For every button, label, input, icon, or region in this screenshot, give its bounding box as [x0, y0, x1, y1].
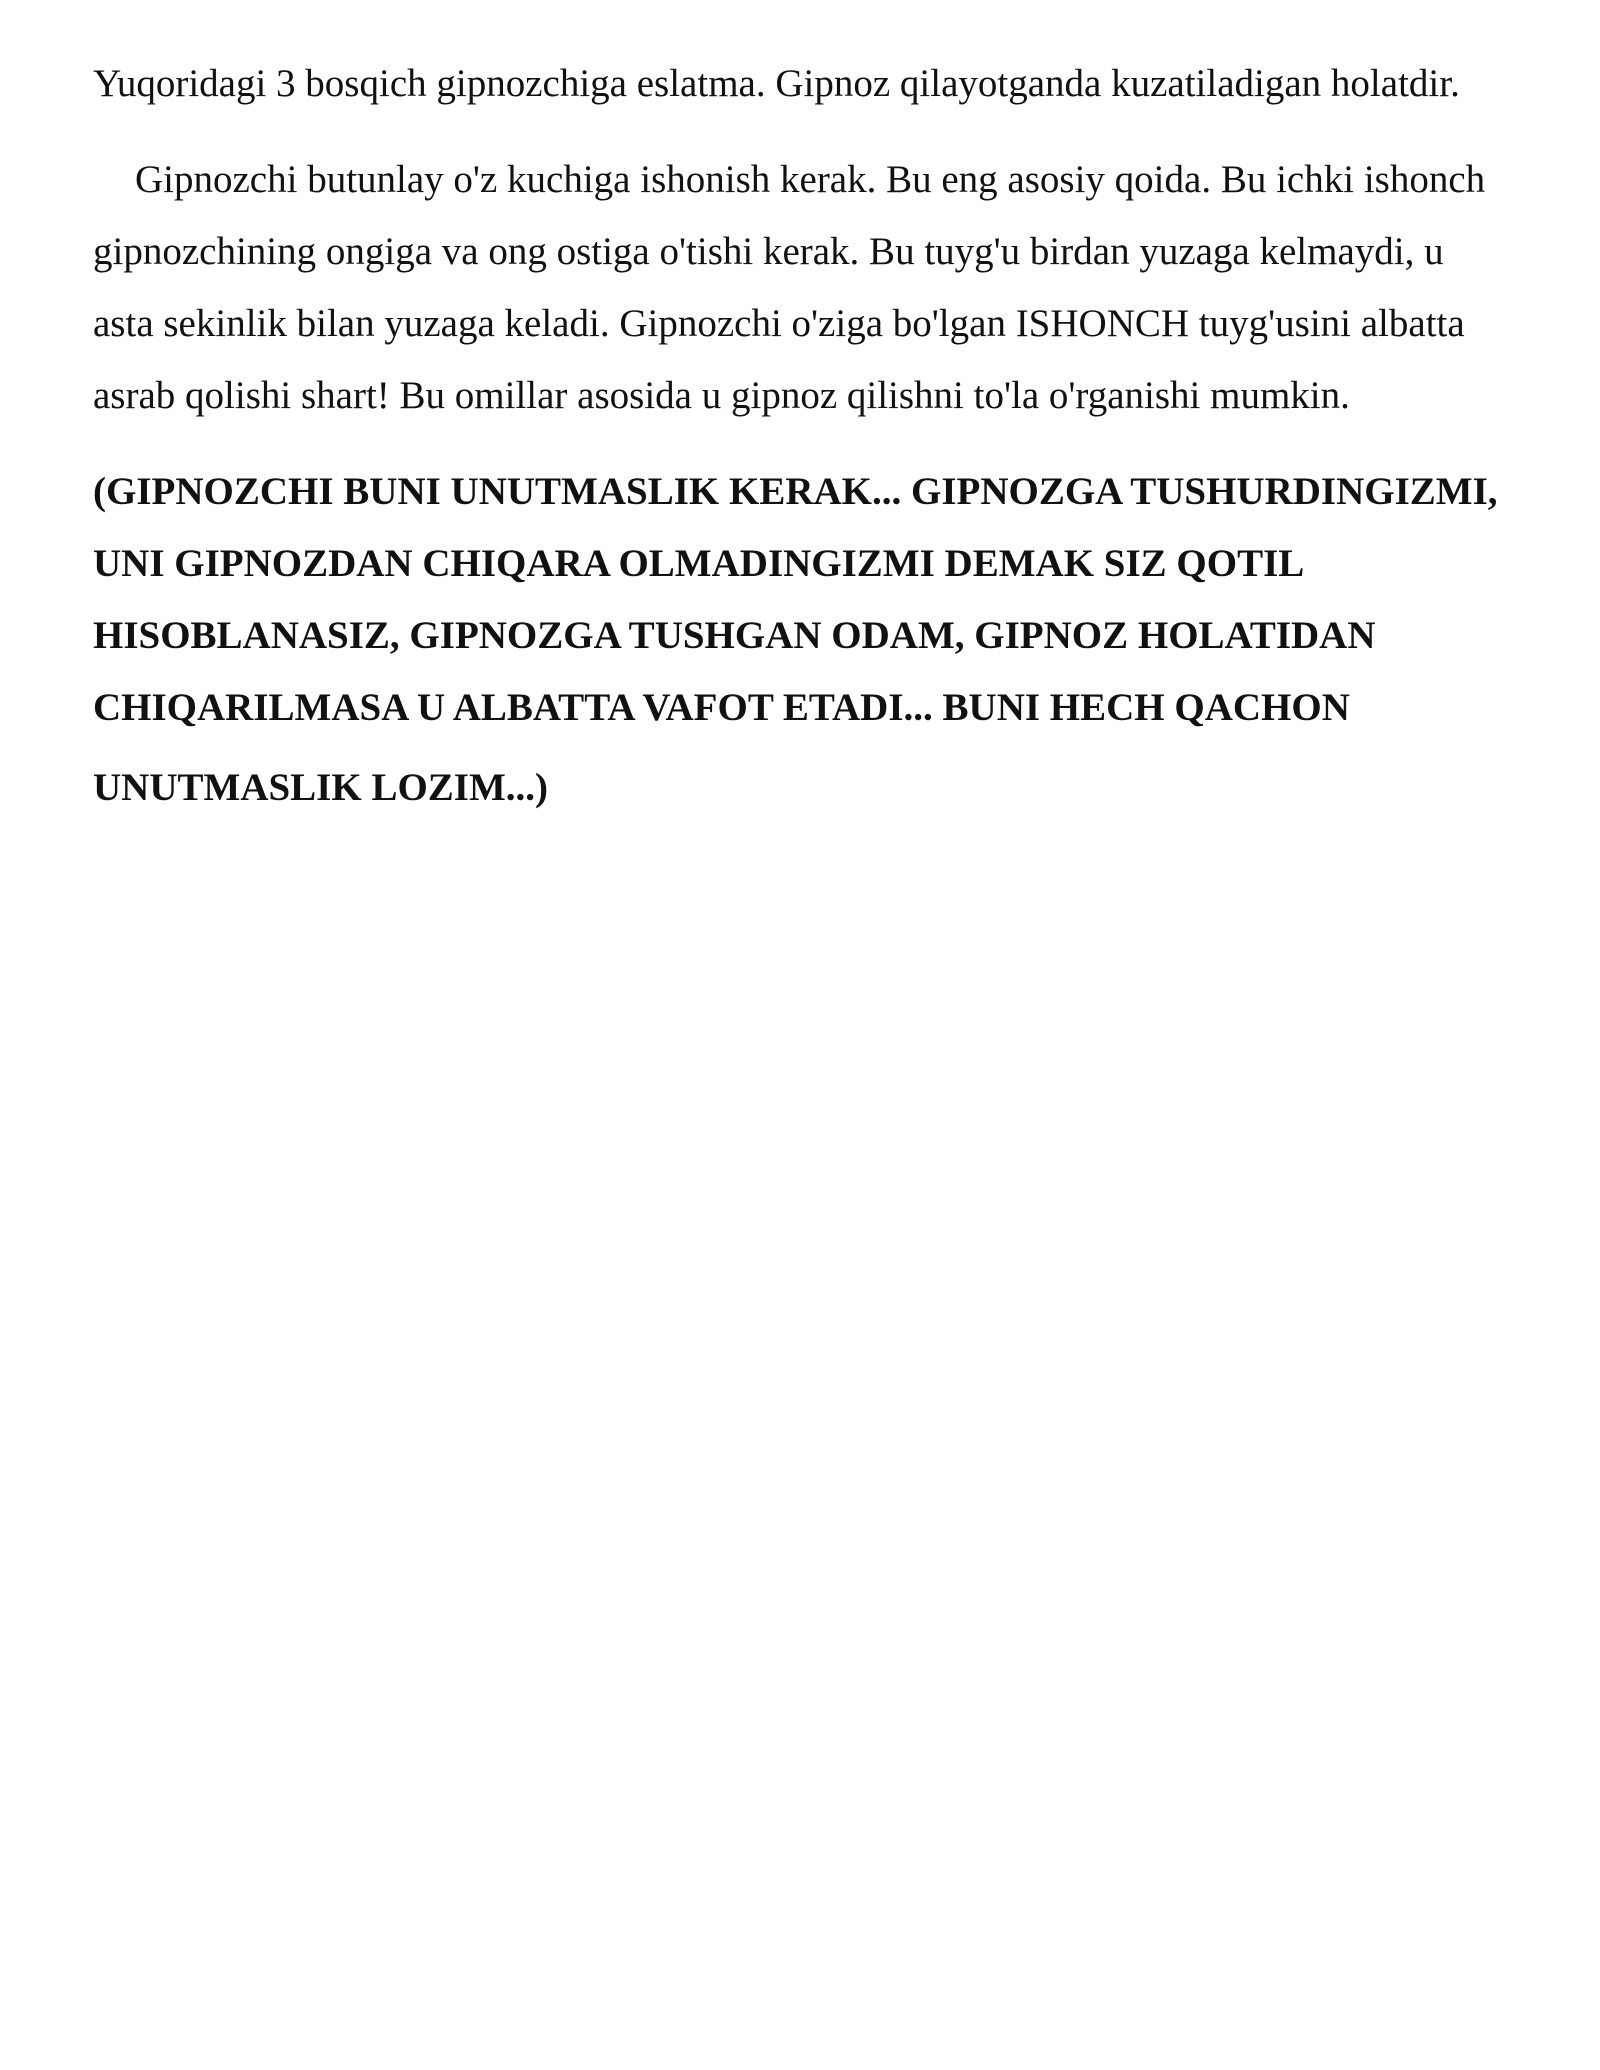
paragraph-main: Gipnozchi butunlay o'z kuchiga ishonish kerak. Bu eng asosiy qoida. Bu ichki ishonch gipnozchining ongiga va ong ostiga o'tishi kerak. Bu tuyg'u birdan yuzaga kelmaydi, u asta sekinlik bilan yuzaga keladi. Gipnozchi o'ziga bo'lgan ISHONCH tuyg'usini albatta asrab qolishi shart! Bu omillar asosida u gipnoz qilishni to'la o'rganishi mumkin.	[93, 158, 1486, 417]
document-body	[93, 48, 1513, 824]
paragraph-intro: Yuqoridagi 3 bosqich gipnozchiga eslatma. Gipnoz qilayotganda kuzatiladigan holatdir.	[93, 62, 1460, 105]
warning-text-tail: UNUTMASLIK LOZIM...)	[93, 766, 549, 809]
warning-text: (GIPNOZCHI BUNI UNUTMASLIK KERAK... GIPNOZGA TUSHURDINGIZMI, UNI GIPNOZDAN CHIQARA OLMADINGIZMI DEMAK SIZ QOTIL HISOBLANASIZ, GIPNOZGA TUSHGAN ODAM, GIPNOZ HOLATIDAN CHIQARILMASA U ALBATTA VAFOT ETADI... BUNI HECH QACHON	[93, 470, 1498, 729]
